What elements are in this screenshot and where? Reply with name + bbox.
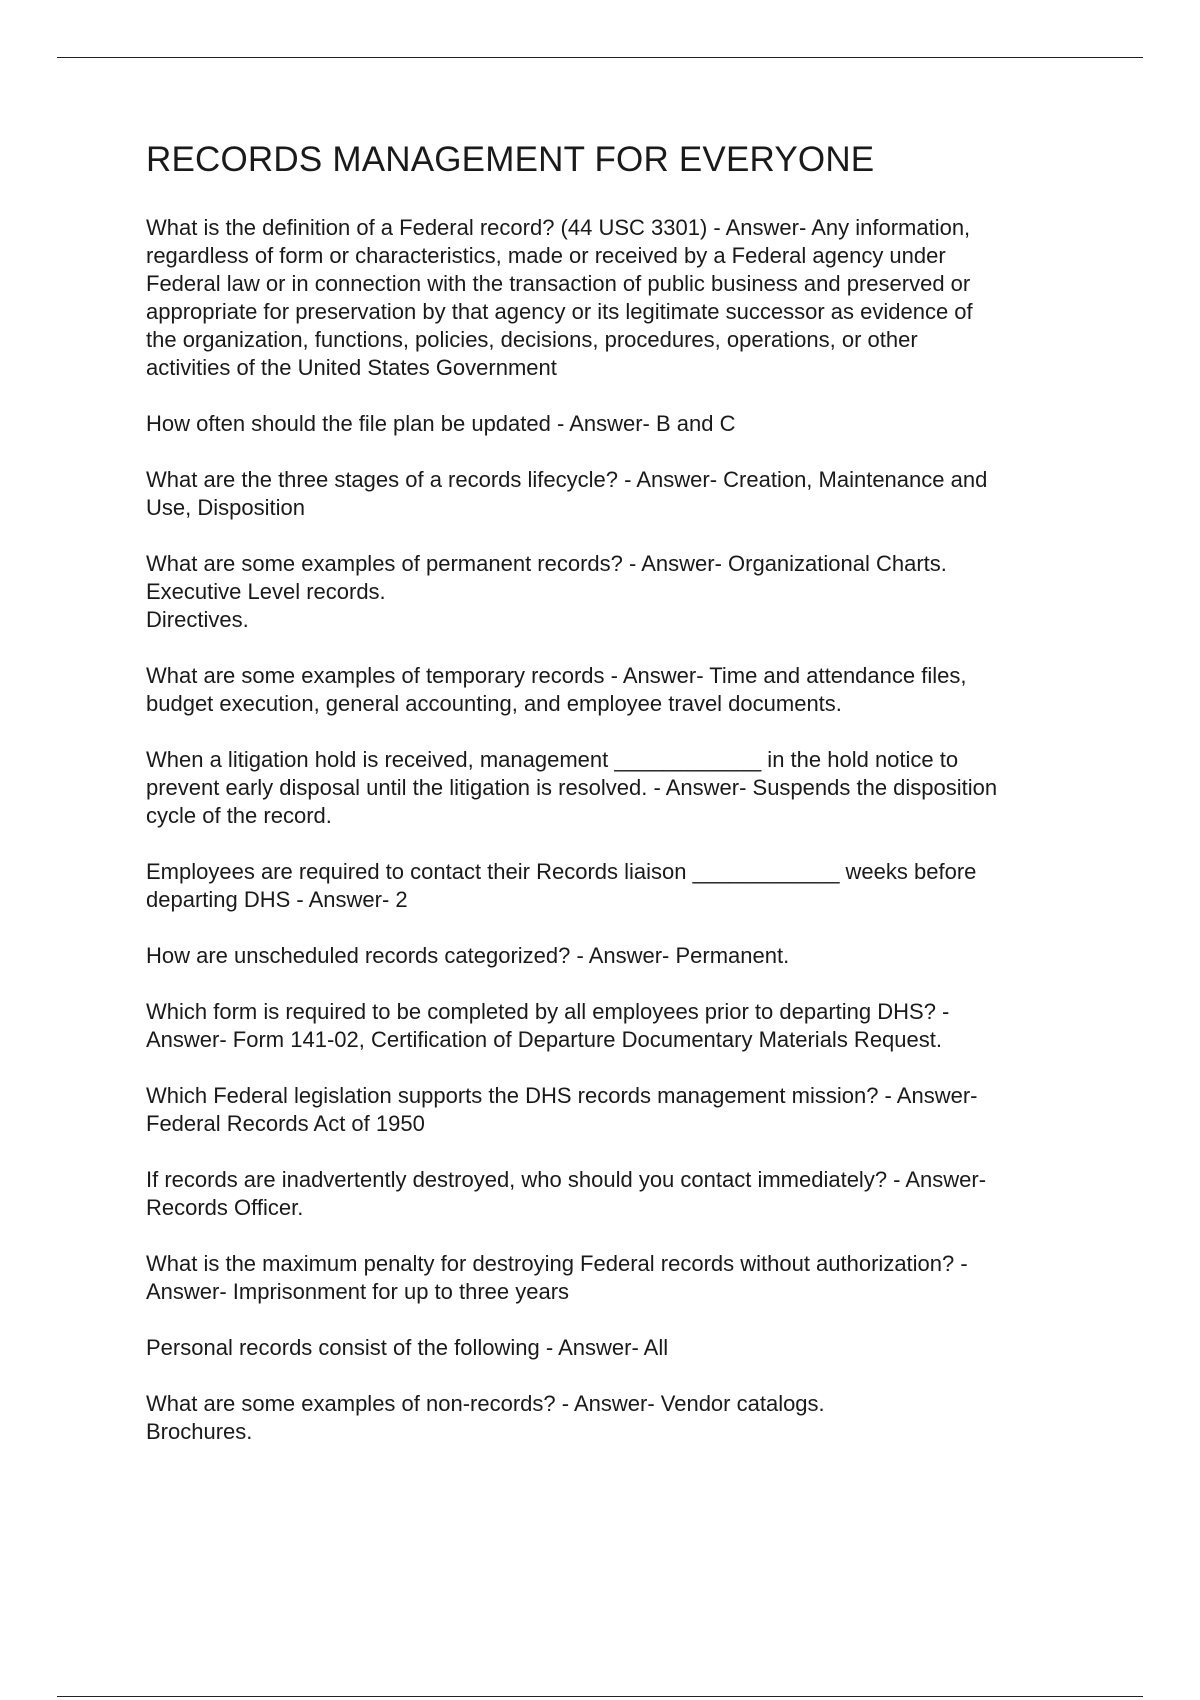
bottom-divider (57, 1696, 1143, 1697)
qa-item-13: Personal records consist of the following - Answer- All (146, 1335, 669, 1360)
qa-item-14: What are some examples of non-records? - Answer- Vendor catalogs. Brochures. (146, 1391, 825, 1444)
qa-item-4: What are some examples of permanent records? - Answer- Organizational Charts. Executive Level records. Directives. (146, 551, 947, 632)
qa-item-7: Employees are required to contact their Records liaison ____________ weeks before departing DHS - Answer- 2 (146, 859, 977, 912)
qa-item-8: How are unscheduled records categorized? - Answer- Permanent. (146, 943, 790, 968)
qa-item-11: If records are inadvertently destroyed, who should you contact immediately? - Answer- Records Officer. (146, 1167, 987, 1220)
top-divider (57, 57, 1143, 58)
qa-item-6: When a litigation hold is received, management ____________ in the hold notice to prevent early disposal until the litigation is resolved. - Answer- Suspends the disposition cycle of the record. (146, 747, 998, 828)
qa-item-2: How often should the file plan be updated - Answer- B and C (146, 411, 736, 436)
qa-item-12: What is the maximum penalty for destroying Federal records without authorization? - Answer- Imprisonment for up to three years (146, 1251, 968, 1304)
qa-item-3: What are the three stages of a records lifecycle? - Answer- Creation, Maintenance and Use, Disposition (146, 467, 988, 520)
page-title: RECORDS MANAGEMENT FOR EVERYONE (146, 140, 875, 179)
qa-item-5: What are some examples of temporary records - Answer- Time and attendance files, budget execution, general accounting, and employee travel documents. (146, 663, 967, 716)
qa-item-9: Which form is required to be completed by all employees prior to departing DHS? - Answer- Form 141-02, Certification of Departure Documentary Materials Request. (146, 999, 950, 1052)
qa-item-1: What is the definition of a Federal record? (44 USC 3301) - Answer- Any information, regardless of form or characteristics, made or received by a Federal agency under Federal law or in connection with the transaction of public business and preserved or appropriate for preservation by that agency or its legitimate successor as evidence of the organization, functions, policies, decisions, procedures, operations, or other activities of the United States Government (146, 215, 973, 380)
qa-item-10: Which Federal legislation supports the DHS records management mission? - Answer- Federal Records Act of 1950 (146, 1083, 978, 1136)
document-body (146, 140, 1096, 1474)
